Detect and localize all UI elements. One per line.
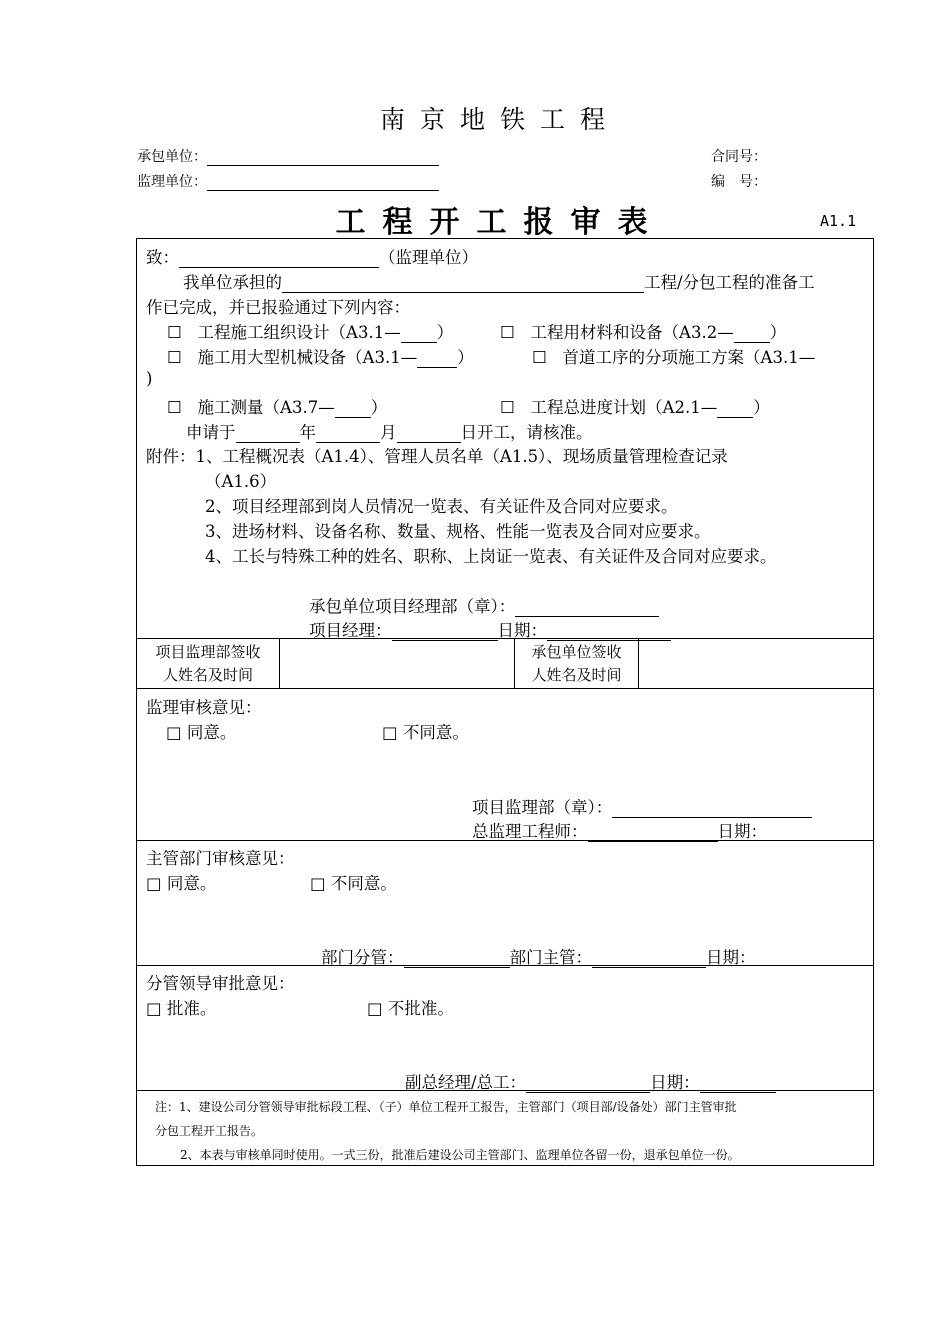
chief-label: 总监理工程师：: [472, 822, 588, 841]
head-blank[interactable]: [592, 949, 706, 968]
supervision-receiver-line-2: 人姓名及时间: [162, 666, 253, 684]
apply-month-blank[interactable]: [316, 424, 380, 443]
check-blank[interactable]: [335, 399, 371, 418]
attachment-2: 2、项目经理部到岗人员情况一览表、有关证件及合同对应要求。: [205, 497, 678, 516]
supervisor-label: 监理单位：: [137, 174, 207, 190]
check-blank[interactable]: [417, 349, 457, 368]
checkbox-icon[interactable]: ☐: [532, 348, 547, 367]
check-label: 首道工序的分项施工方案（A3.1—: [562, 348, 816, 367]
apply-day-blank[interactable]: [397, 424, 461, 443]
check-item-4[interactable]: [532, 344, 815, 368]
note-2: 2、本表与审核单同时使用。一式三份，批准后建设公司主管部门、监理单位各留一份，退承包单位一份。: [180, 1148, 740, 1162]
apply-line: [186, 419, 593, 443]
apply-suffix: 日开工，请核准。: [460, 423, 593, 442]
intro-prefix: 我单位承担的: [183, 273, 282, 292]
contractor-receiver-label: [515, 641, 638, 687]
check-label: 工程用材料和设备（A3.2—: [530, 323, 734, 342]
contractor-field: [137, 146, 439, 166]
check-item-5[interactable]: [167, 394, 387, 418]
check-close: ）: [457, 348, 474, 367]
attachment-1-cont: （A1.6）: [205, 472, 277, 491]
date-label: 日期：: [497, 621, 547, 640]
department-label: 主管部门审核意见：: [146, 849, 295, 868]
supervision-seal-line: [472, 794, 812, 818]
dept-seal-blank[interactable]: [515, 598, 659, 617]
check-close: ）: [370, 398, 388, 417]
supervision-label: 监理审核意见：: [146, 698, 262, 717]
deputy-label: 副总经理/总工：: [405, 1073, 527, 1092]
checkbox-icon[interactable]: ☐: [500, 323, 515, 342]
contractor-receiver-cell[interactable]: [639, 639, 873, 688]
check-item-2[interactable]: [500, 319, 786, 343]
dept-seal-label: 承包单位项目经理部（章）：: [309, 597, 516, 616]
check-label: 工程总进度计划（A2.1—: [530, 398, 718, 417]
check-item-6[interactable]: [500, 394, 770, 418]
intro-line-2: 作已完成，并已报验通过下列内容：: [146, 298, 410, 317]
leadership-reject[interactable]: □ 不批准。: [367, 999, 454, 1018]
apply-month-label: 月: [380, 423, 397, 442]
intro-suffix: 工程/分包工程的准备工: [644, 273, 815, 292]
check-item-4-close: ): [146, 369, 153, 388]
contract-no-label: 合同号：: [711, 149, 767, 165]
check-label: 施工用大型机械设备（A3.1—: [197, 348, 418, 367]
attachment-3: 3、进场材料、设备名称、数量、规格、性能一览表及合同对应要求。: [205, 522, 711, 541]
deputy-line: [405, 1069, 776, 1093]
dept-seal-line: [309, 593, 659, 617]
supervision-receiver-label: [137, 641, 279, 687]
divider-2: [136, 688, 874, 689]
check-close: ）: [436, 323, 454, 342]
leadership-label: 分管领导审批意见：: [146, 974, 295, 993]
department-sign-line: [321, 944, 756, 968]
note-1: 注：1、建设公司分管领导审批标段工程、（子）单位工程开工报告，主管部门（项目部/设备处）部门主管审批: [155, 1100, 737, 1114]
form-code: A1.1: [820, 212, 857, 230]
checkbox-icon[interactable]: ☐: [167, 348, 182, 367]
check-blank[interactable]: [717, 399, 753, 418]
checkbox-icon[interactable]: ☐: [167, 323, 182, 342]
deputy-blank[interactable]: [526, 1074, 650, 1093]
contractor-blank[interactable]: [207, 149, 439, 166]
to-suffix: （监理单位）: [379, 248, 478, 267]
supervisor-blank[interactable]: [207, 174, 439, 191]
supervision-seal-label: 项目监理部（章）：: [472, 798, 613, 817]
chief-line: [472, 818, 767, 842]
attachment-1: 附件：1、工程概况表（A1.4）、管理人员名单（A1.5）、现场质量管理检查记录: [146, 447, 728, 466]
dept-date-label: 日期：: [706, 948, 756, 967]
supervisor-field: [137, 171, 439, 191]
serial-no-label: 编 号：: [711, 174, 767, 190]
supervision-receiver-cell[interactable]: [280, 639, 514, 688]
deputy-date-label: 日期：: [650, 1073, 700, 1092]
check-item-3[interactable]: [167, 344, 474, 368]
supervision-agree[interactable]: □ 同意。: [166, 723, 237, 742]
contractor-label: 承包单位：: [137, 149, 207, 165]
checkbox-icon[interactable]: ☐: [167, 398, 182, 417]
branch-blank[interactable]: [404, 949, 510, 968]
check-close: ）: [769, 323, 787, 342]
head-label: 部门主管：: [509, 948, 592, 967]
check-blank[interactable]: [401, 324, 437, 343]
intro-line: [183, 269, 815, 293]
to-line: [146, 244, 478, 268]
checkbox-icon[interactable]: ☐: [500, 398, 515, 417]
note-1-cont: 分包工程开工报告。: [155, 1124, 264, 1138]
branch-label: 部门分管：: [321, 948, 404, 967]
page-title: 南京地铁工程: [379, 105, 620, 134]
to-label: 致：: [146, 248, 179, 267]
manager-label: 项目经理：: [309, 621, 392, 640]
leadership-approve[interactable]: □ 批准。: [146, 999, 217, 1018]
attachment-4: 4、工长与特殊工种的姓名、职称、上岗证一览表、有关证件及合同对应要求。: [205, 547, 777, 566]
apply-year-blank[interactable]: [236, 424, 300, 443]
form-title: 工程开工报审表: [335, 205, 665, 240]
contractor-receiver-line-2: 人姓名及时间: [531, 666, 622, 684]
chief-blank[interactable]: [588, 823, 718, 842]
department-agree[interactable]: □ 同意。: [146, 874, 217, 893]
supervision-receiver-line-1: 项目监理部签收: [155, 643, 261, 661]
supervision-disagree[interactable]: □ 不同意。: [382, 723, 469, 742]
deputy-date-blank[interactable]: [700, 1074, 776, 1093]
supervisor-unit-blank[interactable]: [179, 249, 379, 268]
supervision-seal-blank[interactable]: [612, 799, 812, 818]
department-disagree[interactable]: □ 不同意。: [310, 874, 397, 893]
check-item-1[interactable]: [167, 319, 453, 343]
check-label: 工程施工组织设计（A3.1—: [197, 323, 401, 342]
check-label: 施工测量（A3.7—: [197, 398, 335, 417]
project-name-blank[interactable]: [282, 274, 644, 293]
chief-date-label: 日期：: [717, 822, 767, 841]
manager-line: [309, 617, 671, 641]
contractor-receiver-line-1: 承包单位签收: [531, 643, 622, 661]
check-blank[interactable]: [734, 324, 770, 343]
apply-year-label: 年: [299, 423, 316, 442]
check-close: ）: [753, 398, 770, 417]
apply-prefix: 申请于: [186, 423, 236, 442]
